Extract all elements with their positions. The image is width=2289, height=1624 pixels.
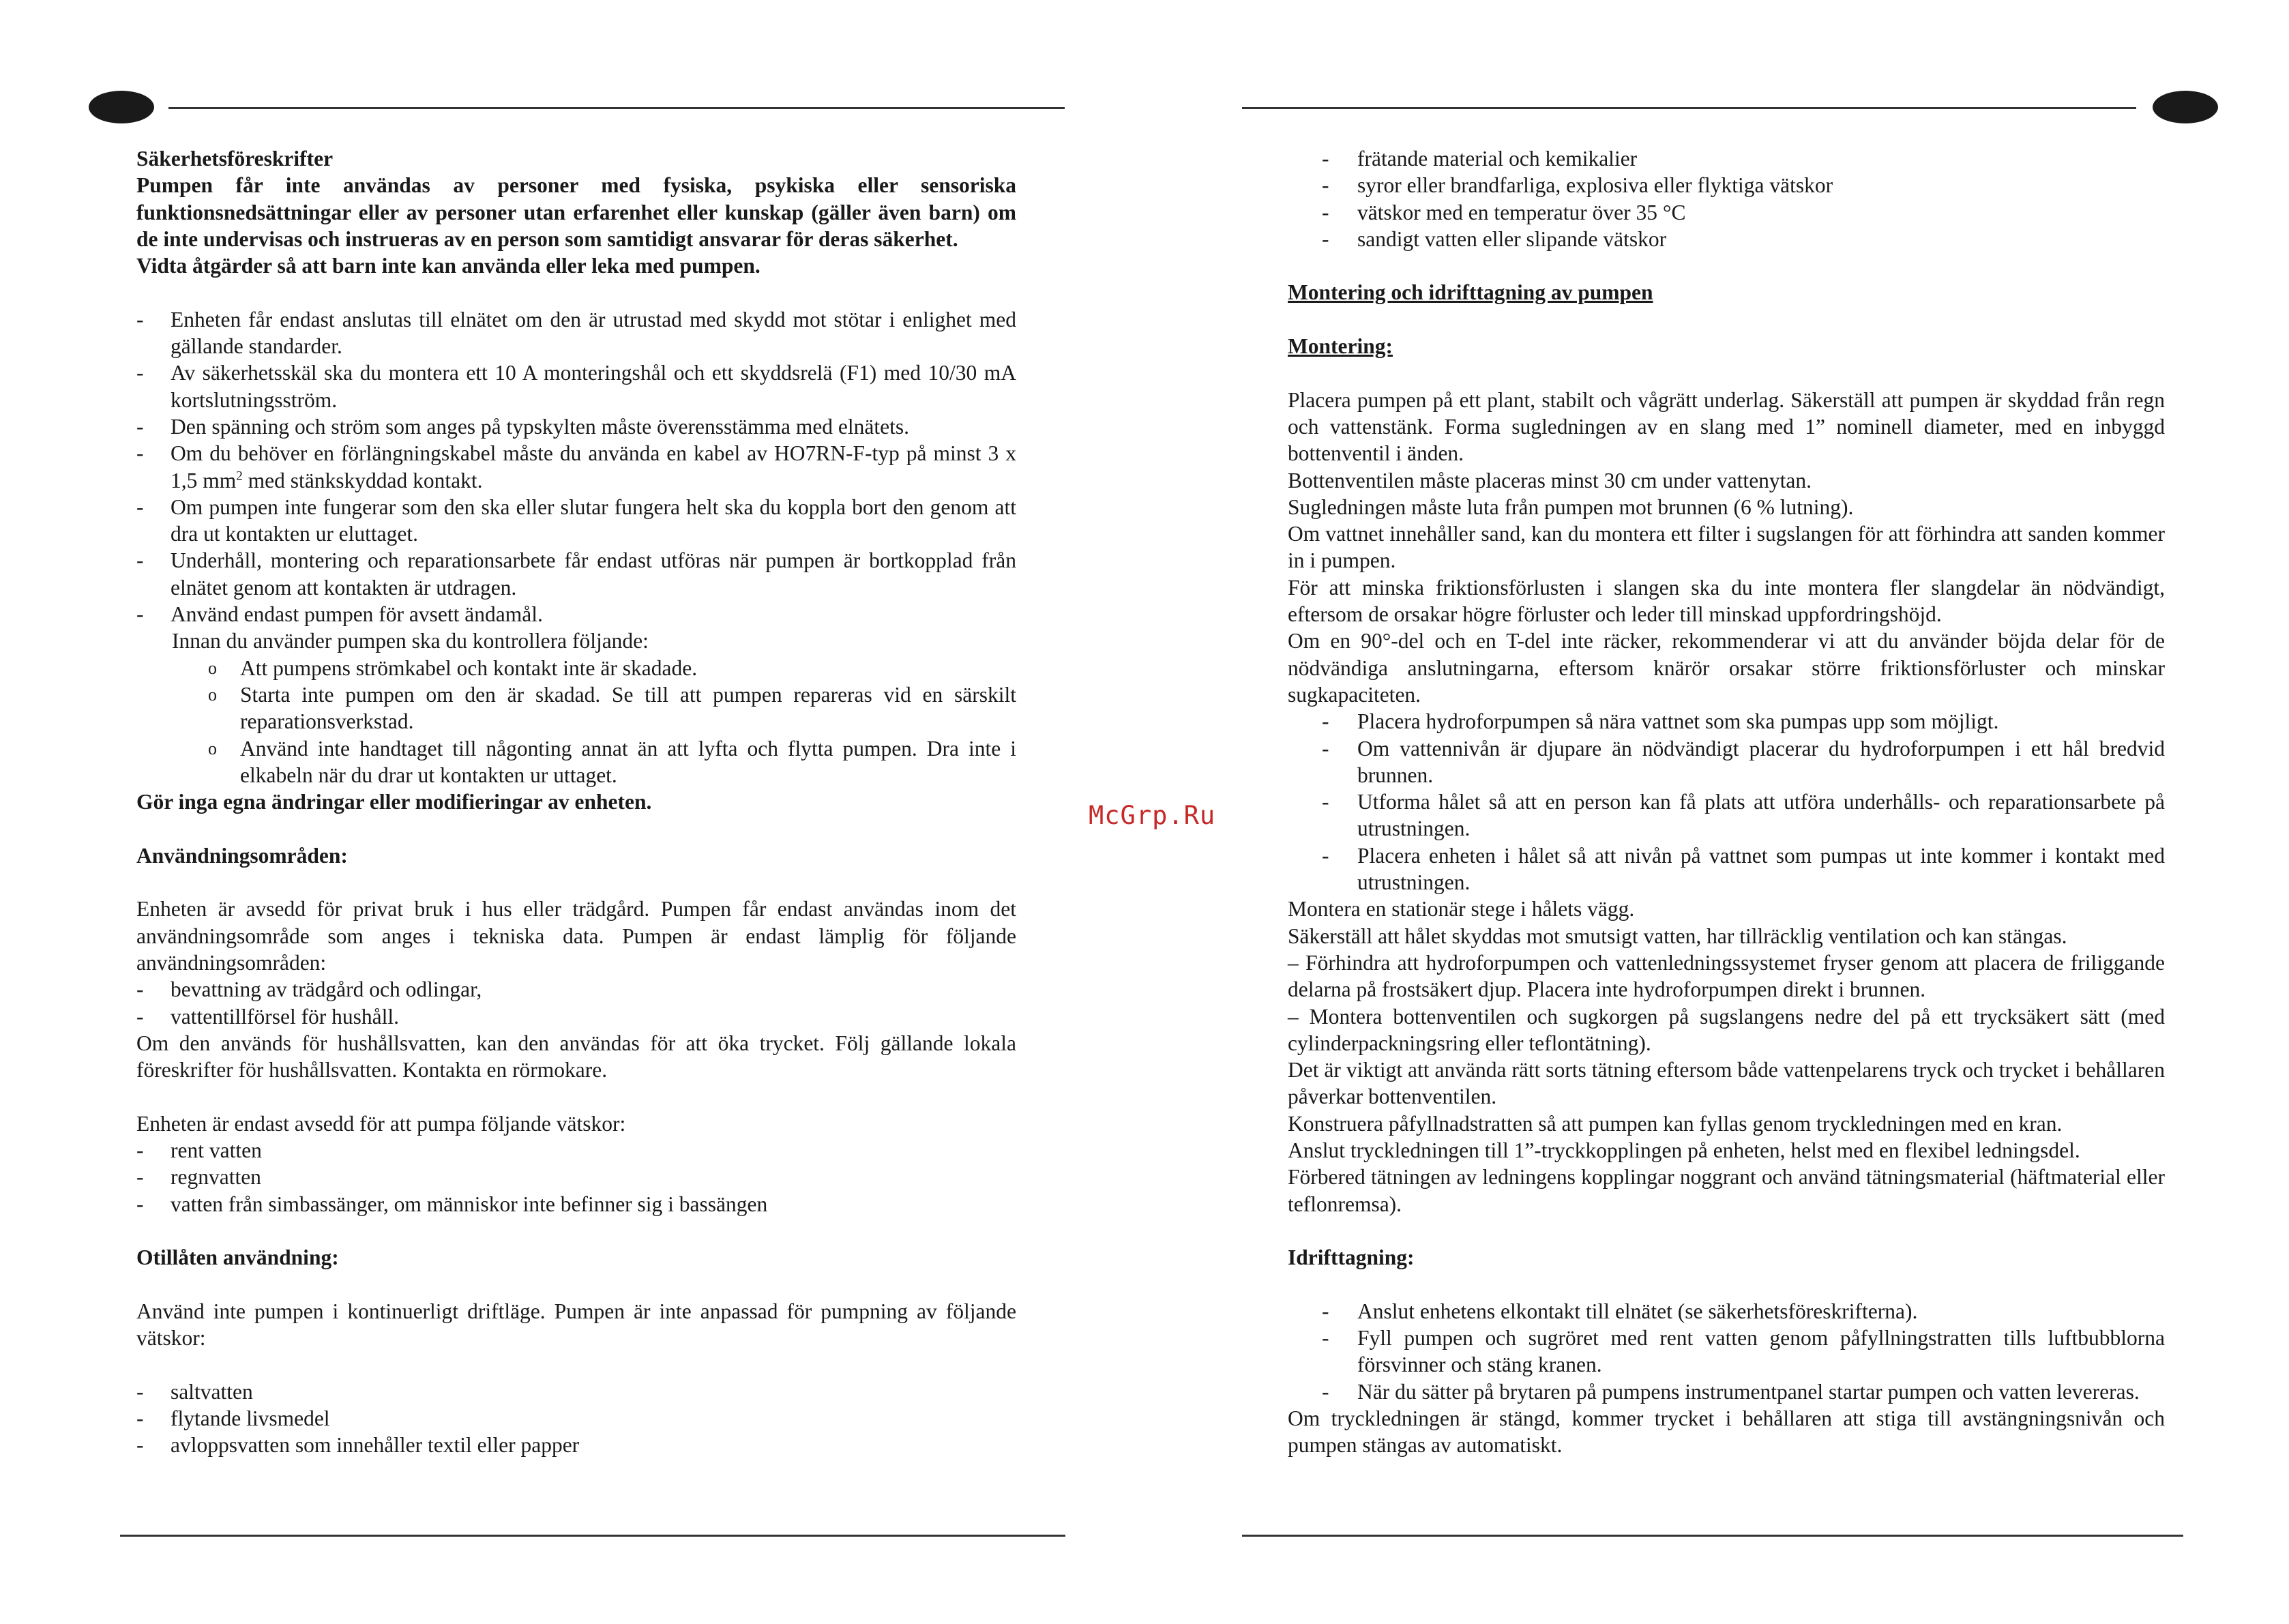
start-heading: Idrifttagning:	[1288, 1245, 1415, 1270]
list-item: - saltvatten	[136, 1378, 1016, 1405]
mount-paragraph: Det är viktigt att använda rätt sorts tätning eftersom både vattenpelarens tryck och trycket i behållaren påverkar bottenventilen.	[1288, 1058, 2165, 1109]
list-item: - regnvatten	[136, 1164, 1016, 1190]
safety-warning: Pumpen får inte användas av personer med fysiska, psykiska eller sensoriska funktionsnedsättningar eller av personer utan erfarenhet eller kunskap (gäller även barn) om de inte undervisas och instrueras av en person som samtidigt ansvarar för deras säkerhet.	[136, 173, 1016, 251]
footer-rule-right	[1242, 1535, 2183, 1537]
household-note: Om den används för hushållsvatten, kan den användas för att öka trycket. Följ gällande lokala föreskrifter för hushållsvatten. Kontakta en rörmokare.	[136, 1031, 1016, 1082]
mount-paragraph: Om en 90°-del och en T-del inte räcker, rekommenderar vi att du använder böjda delar för de nödvändiga anslutningarna, eftersom knärör orsakar större friktionsförluster och minskar sugkapaciteten.	[1288, 629, 2165, 707]
safety-children-note: Vidta åtgärder så att barn inte kan använda eller leka med pumpen.	[136, 254, 760, 278]
check-list	[136, 655, 1016, 788]
list-item: o Starta inte pumpen om den är skadad. Se till att pumpen repareras vid en särskilt reparationsverkstad.	[240, 681, 1016, 735]
mount-paragraph: För att minska friktionsförlusten i slangen ska du inte montera fler slangdelar än nödvändigt, eftersom de orsakar högre förluster och leder till minskad uppfordringshöjd.	[1288, 575, 2165, 627]
mount-paragraph: – Förhindra att hydroforpumpen och vattenledningssystemet fryser genom att placera de friliggande delarna på frostsäkert djup. Placera inte hydroforpumpen direkt i brunnen.	[1288, 950, 2165, 1002]
footer-rule-left	[120, 1535, 1065, 1537]
forbidden-list-continued	[1288, 145, 2165, 252]
list-item: - Enheten får endast anslutas till elnätet om den är utrustad med skydd mot stötar i enlighet med gällande standarder.	[136, 306, 1016, 360]
mount-paragraph: Sugledningen måste luta från pumpen mot brunnen (6 % lutning).	[1288, 494, 1854, 519]
usage-heading: Användningsområden:	[136, 843, 348, 868]
start-list	[1288, 1298, 2165, 1405]
usage-list	[136, 976, 1016, 1030]
usage-intro: Enheten är avsedd för privat bruk i hus eller trädgård. Pumpen får endast användas inom det användningsområde som anges i tekniska data. Pumpen är endast lämplig för följande användningsområden:	[136, 897, 1016, 975]
list-item: - Underhåll, montering och reparationsarbete får endast utföras när pumpen är bortkopplad från elnätet genom att kontakten är utdragen.	[136, 547, 1016, 601]
list-item: - syror eller brandfarliga, explosiva eller flyktiga vätskor	[1288, 172, 2165, 198]
list-item: o Använd inte handtaget till någonting annat än att lyfta och flytta pumpen. Dra inte i elkabeln när du drar ut kontakten ur uttaget.	[240, 735, 1016, 789]
check-intro: Innan du använder pumpen ska du kontrollera följande:	[172, 629, 649, 653]
liquids-list	[136, 1137, 1016, 1217]
page-marker-right	[2153, 91, 2218, 123]
list-item: - Om vattennivån är djupare än nödvändigt placerar du hydroforpumpen i ett hål bredvid brunnen.	[1288, 735, 2165, 789]
left-page	[136, 145, 1016, 1459]
list-item: - Placera hydroforpumpen så nära vattnet som ska pumpas upp som möjligt.	[1288, 708, 2165, 735]
list-item: - vattentillförsel för hushåll.	[136, 1003, 1016, 1030]
list-item-text-tail: med stänkskyddad kontakt.	[242, 468, 483, 492]
list-item: - frätande material och kemikalier	[1288, 145, 2165, 172]
list-item: o Att pumpens strömkabel och kontakt inte är skadade.	[240, 655, 1016, 681]
list-item: - Använd endast pumpen för avsett ändamål.	[136, 601, 1016, 628]
mount-paragraph: Förbered tätningen av ledningens kopplingar noggrant och använd tätningsmaterial (häftmaterial eller teflonremsa).	[1288, 1165, 2165, 1216]
mount-paragraph: Montera en stationär stege i hålets vägg.	[1288, 897, 1635, 921]
start-closing: Om tryckledningen är stängd, kommer trycket i behållaren att stiga till avstängningsnivån och pumpen stängas av automatiskt.	[1288, 1406, 2165, 1458]
list-item: - bevattning av trädgård och odlingar,	[136, 976, 1016, 1003]
safety-heading: Säkerhetsföreskrifter	[136, 147, 334, 171]
list-item: - Fyll pumpen och sugröret med rent vatten genom påfyllningstratten tills luftbubblorna försvinner och stäng kranen.	[1288, 1325, 2165, 1378]
list-item: - När du sätter på brytaren på pumpens instrumentpanel startar pumpen och vatten levereras.	[1288, 1378, 2165, 1405]
list-item: - Anslut enhetens elkontakt till elnätet (se säkerhetsföreskrifterna).	[1288, 1298, 2165, 1325]
header-rule-right	[1242, 107, 2136, 109]
forbidden-intro: Använd inte pumpen i kontinuerligt driftläge. Pumpen är inte anpassad för pumpning av följande vätskor:	[136, 1299, 1016, 1350]
list-item: - rent vatten	[136, 1137, 1016, 1164]
list-item	[136, 440, 1016, 494]
right-page	[1288, 145, 2165, 1459]
forbidden-list	[136, 1378, 1016, 1459]
mount-paragraph: Konstruera påfyllnadstratten så att pumpen kan fyllas genom tryckledningen med en kran.	[1288, 1111, 2063, 1136]
list-item: - sandigt vatten eller slipande vätskor	[1288, 226, 2165, 252]
list-item: - vätskor med en temperatur över 35 °C	[1288, 199, 2165, 226]
watermark: McGrp.Ru	[1089, 801, 1216, 830]
safety-list	[136, 306, 1016, 628]
mount-list	[1288, 708, 2165, 896]
list-item: - flytande livsmedel	[136, 1405, 1016, 1432]
liquids-intro: Enheten är endast avsedd för att pumpa följande vätskor:	[136, 1111, 626, 1136]
forbidden-heading: Otillåten användning:	[136, 1245, 339, 1270]
mount-paragraph: Anslut tryckledningen till 1”-tryckkopplingen på enheten, helst med en flexibel ledningsdel.	[1288, 1138, 2080, 1162]
install-heading: Montering och idrifttagning av pumpen	[1288, 280, 1653, 305]
list-item: - Placera enheten i hålet så att nivån på vattnet som pumpas ut inte kommer i kontakt med utrustningen.	[1288, 842, 2165, 896]
header-rule-left	[168, 107, 1065, 109]
superscript: 2	[236, 469, 243, 484]
mount-paragraph: Om vattnet innehåller sand, kan du montera ett filter i sugslangen för att förhindra att sanden kommer in i pumpen.	[1288, 522, 2165, 573]
mount-paragraph: – Montera bottenventilen och sugkorgen på sugslangens nedre del på ett trycksäkert sätt (med cylinderpackningsring eller teflontätning).	[1288, 1004, 2165, 1055]
mount-heading: Montering:	[1288, 334, 1393, 359]
mount-paragraph: Placera pumpen på ett plant, stabilt och vågrätt underlag. Säkerställ att pumpen är skyddad från regn och vattenstänk. Forma sugledningen av en slang med 1” nominell diameter, med en inbyggd bottenventil i änden.	[1288, 387, 2165, 466]
list-item: - vatten från simbassänger, om människor inte befinner sig i bassängen	[136, 1191, 1016, 1217]
page-marker-left	[89, 91, 154, 123]
list-item: - Av säkerhetsskäl ska du montera ett 10 A monteringshål och ett skyddsrelä (F1) med 10/30 mA kortslutningsström.	[136, 359, 1016, 413]
list-item: - Den spänning och ström som anges på typskylten måste överensstämma med elnätets.	[136, 413, 1016, 440]
mount-paragraph: Bottenventilen måste placeras minst 30 cm under vattenytan.	[1288, 468, 1812, 492]
list-item-text: Om du behöver en förlängningskabel måste du använda en kabel av HO7RN-F-typ på minst 3 x 1,5 mm	[171, 441, 1016, 492]
list-item: - Om pumpen inte fungerar som den ska eller slutar fungera helt ska du koppla bort den genom att dra ut kontakten ur eluttaget.	[136, 494, 1016, 548]
mount-paragraph: Säkerställ att hålet skyddas mot smutsigt vatten, har tillräcklig ventilation och kan stängas.	[1288, 924, 2067, 948]
list-item: - avloppsvatten som innehåller textil eller papper	[136, 1432, 1016, 1458]
no-modify-note: Gör inga egna ändringar eller modifieringar av enheten.	[136, 790, 652, 814]
list-item: - Utforma hålet så att en person kan få plats att utföra underhålls- och reparationsarbete på utrustningen.	[1288, 788, 2165, 842]
